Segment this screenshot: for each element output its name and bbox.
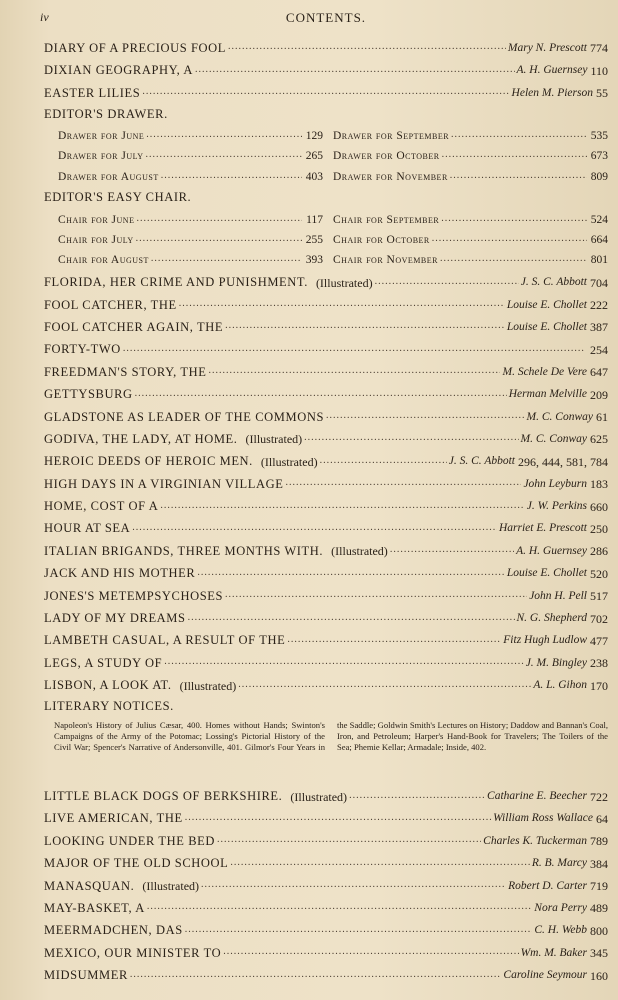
entry-pages: 387: [590, 320, 608, 335]
sub-entry: [58, 254, 333, 266]
leader-dots: [238, 680, 531, 690]
leader-dots: [223, 947, 518, 957]
entry-title: MAJOR OF THE OLD SCHOOL: [44, 856, 229, 871]
entry-author: Charles K. Tuckerman: [483, 834, 587, 847]
entry-title: HOUR AT SEA: [44, 521, 131, 536]
section-title-editors-drawer: EDITOR'S DRAWER.: [44, 106, 168, 121]
entry-pages: 800: [590, 923, 608, 938]
entry-list-top: [44, 32, 608, 99]
leader-dots: [450, 170, 587, 181]
sub-entry: [333, 171, 608, 183]
toc-entry: [44, 959, 608, 981]
entry-author: J. S. C. Abbott: [448, 455, 515, 468]
toc-entry: [44, 870, 608, 892]
entry-pages: 704: [590, 275, 608, 290]
sub-entry-page: 255: [305, 233, 323, 246]
entry-title: LOOKING UNDER THE BED: [44, 833, 216, 848]
sub-entry: [333, 254, 608, 266]
entry-title: GETTYSBURG: [44, 387, 133, 402]
leader-dots: [230, 858, 529, 868]
sub-entry-label: Chair for October: [333, 233, 430, 246]
sub-entry: [333, 214, 608, 226]
toc-entry: [44, 32, 608, 54]
entry-author: J. W. Perkins: [526, 500, 587, 513]
leader-dots: [185, 813, 491, 823]
entry-pages: 520: [590, 566, 608, 581]
toc-entry: [44, 557, 608, 579]
leader-dots: [135, 389, 507, 399]
sub-entry: [58, 171, 333, 183]
sub-entry-label: Drawer for October: [333, 150, 440, 163]
section-title-literary-notices: LITERARY NOTICES.: [44, 699, 174, 714]
entry-pages: 660: [590, 499, 608, 514]
sub-entry-row: [44, 205, 608, 225]
leader-dots: [185, 925, 533, 935]
entry-title: MEERMADCHEN, DAS: [44, 923, 183, 938]
entry-pages: 238: [590, 656, 608, 671]
entry-title: GODIVA, THE LADY, AT HOME.: [44, 431, 238, 446]
entry-author: C. H. Webb: [534, 924, 587, 937]
sub-entry-row: [44, 122, 608, 142]
entry-author: N. G. Shepherd: [516, 612, 587, 625]
entry-title: MAY-BASKET, A: [44, 900, 145, 915]
sub-entry-row: [44, 226, 608, 246]
entry-pages: 719: [590, 879, 608, 894]
entry-title: HEROIC DEEDS OF HEROIC MEN.: [44, 454, 253, 469]
leader-dots: [441, 213, 587, 224]
leader-dots: [228, 42, 506, 52]
sub-entry-label: Chair for June: [58, 213, 135, 226]
entry-pages: 702: [590, 611, 608, 626]
entry-illustrated-note: (Illustrated): [245, 432, 303, 447]
sub-entry-page: 265: [305, 150, 323, 163]
entry-author: R. B. Marcy: [531, 857, 587, 870]
entry-author: William Ross Wallace: [493, 812, 593, 825]
entry-title: EASTER LILIES: [44, 85, 141, 100]
leader-dots: [151, 253, 302, 264]
entry-author: Nora Perry: [534, 901, 587, 914]
sub-entry-page: 535: [590, 129, 608, 142]
leader-dots: [451, 129, 587, 140]
entry-title: DIARY OF A PRECIOUS FOOL: [44, 40, 227, 55]
entry-author: Mary N. Prescott: [507, 41, 587, 54]
entry-pages: 170: [590, 678, 608, 693]
leader-dots: [320, 456, 447, 466]
entry-title: ITALIAN BRIGANDS, THREE MONTHS WITH.: [44, 543, 324, 558]
toc-entry: [44, 914, 608, 936]
sub-entry: [333, 130, 608, 142]
leader-dots: [349, 791, 485, 801]
toc-entry: [44, 423, 608, 445]
sub-entry-label: Chair for July: [58, 233, 134, 246]
toc-entry: [44, 825, 608, 847]
sub-entry-label: Drawer for September: [333, 129, 450, 142]
entry-title: MEXICO, OUR MINISTER TO: [44, 945, 222, 960]
sub-entry-label: Drawer for November: [333, 170, 448, 183]
leader-dots: [179, 299, 505, 309]
toc-entry: [44, 490, 608, 512]
entry-author: J. M. Bingley: [525, 656, 587, 669]
sub-entry-page: 664: [590, 233, 608, 246]
entry-pages: 61: [596, 410, 608, 425]
toc-entry: [44, 513, 608, 535]
entry-list-middle: [44, 266, 608, 691]
sub-entry: [333, 234, 608, 246]
sub-entry: [58, 234, 333, 246]
toc-entry: [44, 669, 608, 691]
entry-author: Louise E. Chollet: [506, 320, 587, 333]
entry-title: LIVE AMERICAN, THE: [44, 811, 183, 826]
section-title-editors-easy-chair: EDITOR'S EASY CHAIR.: [44, 190, 192, 205]
sub-entry-row: [44, 142, 608, 162]
entry-author: Catharine E. Beecher: [487, 790, 587, 802]
sub-entry-label: Chair for September: [333, 213, 440, 226]
leader-dots: [136, 213, 302, 224]
sub-entry-label: Chair for November: [333, 254, 438, 267]
entry-title: FREEDMAN'S STORY, THE: [44, 364, 207, 379]
entry-pages: 254: [590, 342, 608, 357]
sub-entry: [333, 150, 608, 162]
sub-entry-page: 393: [305, 254, 323, 267]
entry-pages: 222: [590, 298, 608, 313]
entry-author: A. L. Gihon: [533, 679, 587, 692]
leader-dots: [390, 545, 514, 555]
entry-pages: 774: [590, 41, 608, 56]
leader-dots: [287, 635, 501, 645]
entry-pages: 250: [590, 521, 608, 536]
sub-entry-row: [44, 246, 608, 266]
leader-dots: [197, 568, 504, 578]
toc-entry: [44, 356, 608, 378]
sub-entry-label: Drawer for June: [58, 129, 145, 142]
toc-entry: [44, 647, 608, 669]
entry-title: FOOL CATCHER AGAIN, THE: [44, 319, 224, 334]
leader-dots: [442, 149, 587, 160]
sub-entry-row: [44, 162, 608, 182]
entry-author: M. Schele De Vere: [502, 365, 587, 378]
entry-title: LITTLE BLACK DOGS OF BERKSHIRE.: [44, 789, 283, 803]
entry-title: JONES'S METEMPSYCHOSES: [44, 588, 224, 603]
toc-entry: [44, 937, 608, 959]
entry-author: Herman Melville: [508, 388, 587, 401]
leader-dots: [188, 613, 515, 623]
leader-dots: [217, 835, 481, 845]
leader-dots: [326, 411, 525, 421]
leader-dots: [225, 590, 527, 600]
entry-author: Fitz Hugh Ludlow: [503, 634, 587, 647]
editors-easy-chair-list: [44, 205, 608, 266]
toc-entry: [44, 602, 608, 624]
entry-title: LISBON, A LOOK AT.: [44, 678, 172, 693]
entry-pages: 345: [590, 946, 608, 961]
entry-title: DIXIAN GEOGRAPHY, A: [44, 63, 194, 78]
leader-dots: [136, 233, 302, 244]
entry-title: HIGH DAYS IN A VIRGINIAN VILLAGE: [44, 476, 284, 491]
leader-dots: [225, 321, 505, 331]
sub-entry-page: 129: [305, 129, 323, 142]
entry-title: FOOL CATCHER, THE: [44, 297, 177, 312]
leader-dots: [201, 880, 506, 890]
toc-entry: [44, 54, 608, 76]
sub-entry-page: 809: [590, 170, 608, 183]
leader-dots: [132, 523, 497, 533]
leader-dots: [145, 149, 301, 160]
toc-entry: [44, 780, 608, 802]
leader-dots: [208, 366, 500, 376]
entry-author: Wm. M. Baker: [520, 946, 587, 959]
entry-author: Robert D. Carter: [508, 879, 587, 892]
toc-entry: [44, 378, 608, 400]
entry-title: JACK AND HIS MOTHER: [44, 566, 196, 581]
entry-pages: 722: [590, 789, 608, 804]
page-number: iv: [40, 10, 49, 24]
toc-entry: [44, 401, 608, 423]
sub-entry-page: 673: [590, 150, 608, 163]
toc-entry: [44, 803, 608, 825]
entry-author: Louise E. Chollet: [506, 298, 587, 311]
entry-author: A. H. Guernsey: [516, 544, 587, 557]
entry-pages: 384: [590, 856, 608, 871]
sub-entry-label: Drawer for August: [58, 170, 159, 183]
entry-title: LADY OF MY DREAMS: [44, 611, 186, 626]
entry-list-bottom: [44, 780, 608, 982]
entry-author: Helen M. Pierson: [511, 86, 593, 99]
sub-entry: [58, 214, 333, 226]
entry-pages: 647: [590, 365, 608, 380]
entry-pages: 286: [590, 544, 608, 559]
toc-entry: [44, 892, 608, 914]
entry-author: John H. Pell: [529, 589, 587, 602]
entry-illustrated-note: (Illustrated): [331, 544, 388, 559]
entry-title: HOME, COST OF A: [44, 499, 159, 514]
leader-dots: [160, 501, 524, 511]
entry-author: John Leyburn: [523, 477, 587, 490]
entry-title: GLADSTONE AS LEADER OF THE COMMONS: [44, 409, 325, 424]
sub-entry-page: 524: [590, 213, 608, 226]
leader-dots: [146, 129, 301, 140]
sub-entry-page: 403: [305, 170, 323, 183]
toc-entry: [44, 445, 608, 467]
toc-entry: [44, 580, 608, 602]
toc-entry: [44, 333, 608, 355]
leader-dots: [304, 433, 518, 443]
entry-author: M. C. Conway: [526, 410, 593, 423]
entry-illustrated-note: (Illustrated): [315, 275, 373, 290]
leader-dots: [375, 277, 519, 287]
page-title: CONTENTS.: [285, 10, 367, 25]
toc-entry: [44, 77, 608, 99]
entry-author: Harriet E. Prescott: [498, 522, 587, 535]
leader-dots: [142, 87, 509, 97]
entry-author: Caroline Seymour: [503, 969, 587, 982]
leader-dots: [440, 253, 587, 264]
entry-pages: 489: [590, 901, 608, 916]
leader-dots: [161, 170, 302, 181]
entry-author: M. C. Conway: [520, 432, 587, 445]
entry-pages: 789: [590, 834, 608, 849]
entry-pages: 477: [590, 633, 608, 648]
toc-entry: [44, 468, 608, 490]
entry-author: Louise E. Chollet: [506, 567, 587, 580]
entry-title: FORTY-TWO: [44, 342, 121, 357]
leader-dots: [164, 657, 524, 667]
leader-dots: [285, 478, 521, 488]
sub-entry: [58, 150, 333, 162]
entry-title: LEGS, A STUDY OF: [44, 655, 163, 670]
toc-entry: [44, 311, 608, 333]
entry-title: LAMBETH CASUAL, A RESULT OF THE: [44, 633, 286, 648]
leader-dots: [195, 65, 515, 75]
entry-pages: 64: [596, 811, 608, 826]
entry-pages: 296, 444, 581, 784: [518, 454, 608, 469]
entry-pages: 183: [590, 477, 608, 492]
leader-dots: [147, 902, 532, 912]
entry-pages: 209: [590, 387, 608, 402]
literary-notices-text: Napoleon's History of Julius Cæsar, 400. Homes without Hands; Swinton's Campaigns of the Army of the Potomac; Lossing's Pictorial History of the Civil War; Spencer's Narrative of Andersonville, 401. Gilmor's Four Years in the Saddle; Goldwin Smith's Lectures on History; Daddow and Bannan's Coal, Iron, and Petroleum; Harper's Hand-Book for Travelers; The Toilers of the Sea; Phemie Kellar; Armadale; Inside, 402.: [54, 720, 608, 752]
entry-pages: 55: [596, 86, 608, 101]
entry-pages: 160: [590, 968, 608, 983]
entry-illustrated-note: (Illustrated): [142, 879, 200, 894]
entry-title: MIDSUMMER: [44, 968, 128, 983]
entry-title: MANASQUAN.: [44, 878, 135, 893]
sub-entry: [58, 130, 333, 142]
sub-entry-label: Chair for August: [58, 254, 149, 267]
toc-entry: [44, 289, 608, 311]
entry-illustrated-note: (Illustrated): [290, 789, 348, 804]
leader-dots: [123, 344, 585, 354]
entry-pages: 517: [590, 589, 608, 604]
toc-entry: [44, 535, 608, 557]
editors-drawer-list: [44, 122, 608, 183]
sub-entry-label: Drawer for July: [58, 150, 144, 163]
sub-entry-page: 801: [590, 254, 608, 267]
entry-illustrated-note: (Illustrated): [260, 454, 318, 469]
entry-author: J. S. C. Abbott: [520, 276, 587, 289]
leader-dots: [130, 970, 502, 980]
page-header: [40, 6, 608, 32]
leader-dots: [432, 233, 587, 244]
entry-pages: 110: [590, 63, 608, 78]
toc-entry: [44, 847, 608, 869]
entry-pages: 625: [590, 432, 608, 447]
sub-entry-page: 117: [306, 213, 323, 226]
entry-illustrated-note: (Illustrated): [179, 678, 237, 693]
entry-title: FLORIDA, HER CRIME AND PUNISHMENT.: [44, 275, 308, 290]
toc-entry: [44, 625, 608, 647]
toc-entry: [44, 266, 608, 288]
entry-author: A. H. Guernsey: [516, 64, 588, 77]
